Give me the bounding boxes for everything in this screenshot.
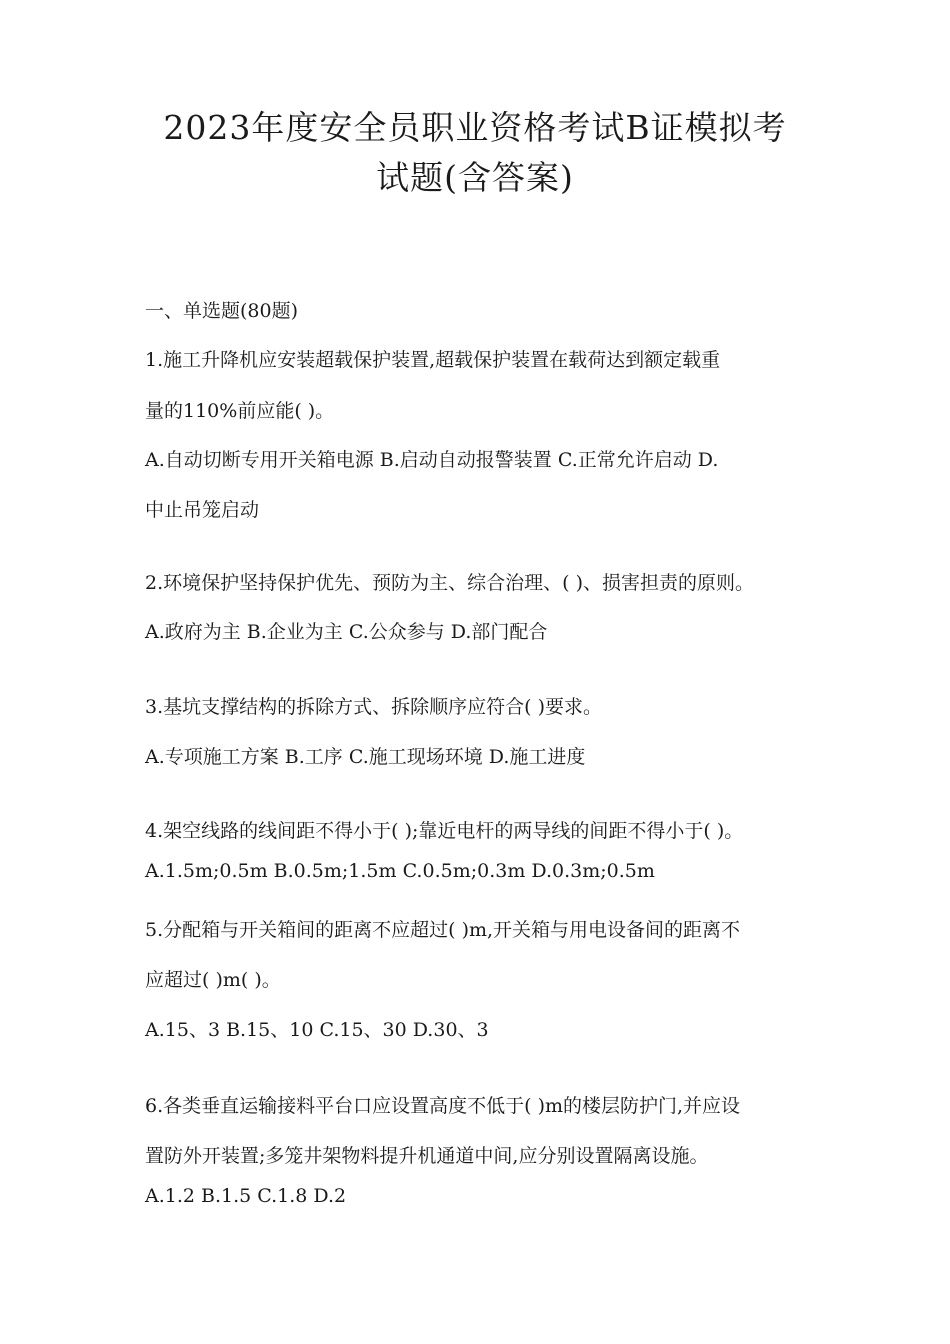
document-title-line-2: 试题(含答案) [376, 158, 574, 197]
section-heading: 一、单选题(80题) [145, 300, 299, 322]
question-4-options-line-1: A.1.5m;0.5m B.0.5m;1.5m C.0.5m;0.3m D.0.3m;0.5m [145, 860, 655, 882]
question-1-stem-line-1: 1.施工升降机应安装超载保护装置,超载保护装置在载荷达到额定载重 [145, 349, 721, 371]
question-1-options-line-2: 中止吊笼启动 [145, 499, 260, 521]
question-5-stem-line-2: 应超过( )m( )。 [145, 969, 281, 991]
question-3-options-line-1: A.专项施工方案 B.工序 C.施工现场环境 D.施工进度 [145, 746, 586, 768]
question-1-stem-line-2: 量的110%前应能( )。 [145, 400, 335, 422]
question-2-options-line-1: A.政府为主 B.企业为主 C.公众参与 D.部门配合 [145, 621, 548, 643]
question-6-stem-line-2: 置防外开装置;多笼井架物料提升机通道中间,应分别设置隔离设施。 [145, 1145, 709, 1167]
question-6-stem-line-1: 6.各类垂直运输接料平台口应设置高度不低于( )m的楼层防护门,并应设 [145, 1095, 741, 1117]
document-title-line-1: 2023年度安全员职业资格考试B证模拟考 [163, 108, 787, 147]
question-5-stem-line-1: 5.分配箱与开关箱间的距离不应超过( )m,开关箱与用电设备间的距离不 [145, 919, 741, 941]
question-6-options-line-1: A.1.2 B.1.5 C.1.8 D.2 [145, 1185, 347, 1207]
question-1-options-line-1: A.自动切断专用开关箱电源 B.启动自动报警装置 C.正常允许启动 D. [145, 449, 719, 471]
question-4-stem-line-1: 4.架空线路的线间距不得小于( );靠近电杆的两导线的间距不得小于( )。 [145, 820, 744, 842]
question-2-stem-line-1: 2.环境保护坚持保护优先、预防为主、综合治理、( )、损害担责的原则。 [145, 572, 754, 594]
question-3-stem-line-1: 3.基坑支撑结构的拆除方式、拆除顺序应符合( )要求。 [145, 696, 602, 718]
question-5-options-line-1: A.15、3 B.15、10 C.15、30 D.30、3 [145, 1019, 489, 1041]
